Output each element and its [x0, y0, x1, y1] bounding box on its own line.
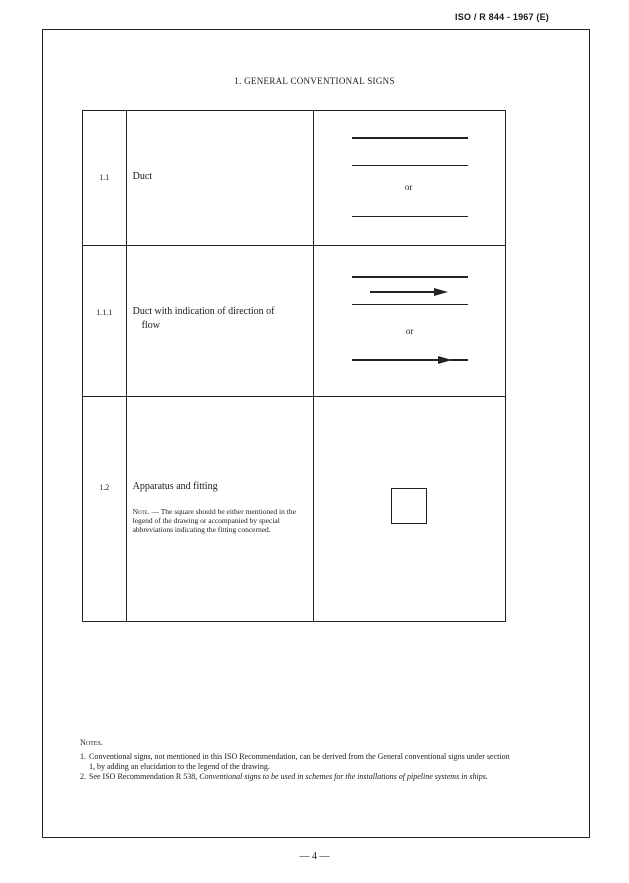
note-text-italic: Conventional signs to be used in schemes for the installations of pipeline systems in ships. — [199, 772, 488, 781]
row-number-cell — [83, 111, 127, 246]
or-label: or — [405, 326, 414, 336]
row-description: Duct — [132, 171, 153, 182]
table-row — [83, 246, 506, 397]
flow-arrow-tail-alt — [450, 359, 468, 361]
duct-line-thick — [352, 137, 468, 139]
row-symbol-cell — [313, 111, 505, 246]
row-symbol-cell — [313, 397, 505, 622]
note-text-plain: See ISO Recommendation R 538, — [89, 772, 200, 781]
or-label: or — [404, 182, 413, 192]
notes-section — [80, 738, 510, 782]
flow-arrow-head-icon — [434, 288, 448, 296]
apparatus-square-icon — [391, 488, 427, 524]
document-reference: ISO / R 844 - 1967 (E) — [455, 12, 549, 22]
row-description-cell — [126, 111, 313, 246]
notes-label: Notes. — [80, 738, 103, 747]
row-number: 1.1.1 — [96, 308, 113, 317]
duct-flow-symbol — [314, 246, 505, 396]
row-number-cell — [83, 397, 127, 622]
row-description — [133, 305, 309, 333]
note-number: 2. — [80, 772, 86, 781]
row-number-cell — [83, 246, 127, 397]
duct-line-thin — [352, 304, 468, 305]
duct-symbol — [314, 111, 505, 245]
row-description-line2: flow — [141, 320, 160, 331]
apparatus-symbol — [314, 397, 505, 621]
row-description: Apparatus and fitting — [132, 481, 218, 492]
note-label: Note. — [132, 507, 150, 516]
row-symbol-cell — [313, 246, 505, 397]
table-row — [83, 397, 506, 622]
section-title: 1. GENERAL CONVENTIONAL SIGNS — [234, 76, 395, 86]
duct-line-thick — [352, 276, 468, 278]
note-number: 1. — [80, 752, 86, 761]
flow-arrow-shaft-alt — [352, 359, 440, 361]
note-item — [80, 752, 510, 772]
flow-arrow-shaft — [370, 291, 438, 293]
duct-line-alt — [352, 216, 468, 217]
row-description-cell — [126, 397, 313, 622]
row-number: 1.1 — [99, 173, 110, 182]
note-body: — The square should be either mentioned in the legend of the drawing or accompanied by special abbreviations indicating the fitting concerned. — [132, 507, 296, 534]
note-text: Conventional signs, not mentioned in this ISO Recommendation, can be derived from the General conventional signs under section 1, by adding an elucidation to the legend of the drawing. — [89, 752, 510, 771]
note-item — [80, 772, 510, 782]
row-description-cell — [126, 246, 313, 397]
row-note — [133, 507, 307, 534]
row-description-line1: Duct with indication of direction of — [132, 306, 275, 317]
row-number: 1.2 — [99, 483, 110, 492]
page-number: — 4 — — [299, 851, 330, 862]
duct-line-thin — [352, 165, 468, 166]
signs-table — [82, 110, 506, 622]
table-row — [83, 111, 506, 246]
